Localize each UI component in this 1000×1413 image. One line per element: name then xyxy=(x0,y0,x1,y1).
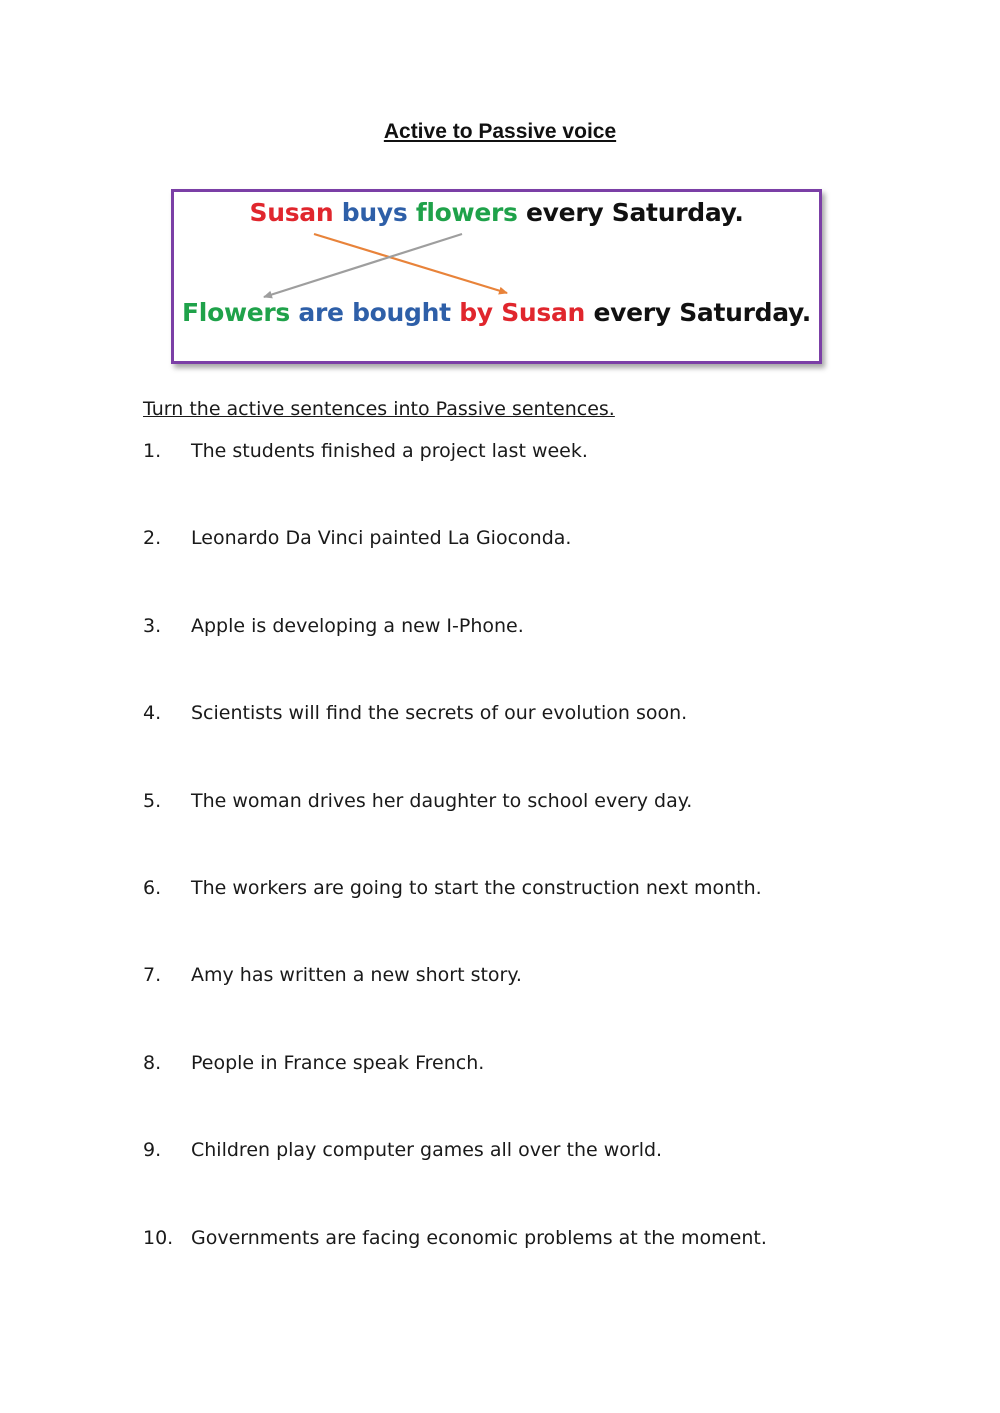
exercise-item xyxy=(143,702,863,789)
exercise-sentence: People in France speak French. xyxy=(191,1051,485,1074)
passive-segment: every Saturday. xyxy=(585,298,811,327)
exercise-number: 6. xyxy=(143,876,162,899)
active-segment: flowers xyxy=(415,198,518,227)
object-to-subject-arrow xyxy=(264,234,462,297)
exercise-number: 3. xyxy=(143,614,162,637)
exercise-item xyxy=(143,964,863,1051)
exercise-number: 10. xyxy=(143,1226,174,1249)
exercise-number: 1. xyxy=(143,440,162,462)
passive-example-sentence xyxy=(174,298,819,327)
exercise-item xyxy=(143,790,863,877)
exercise-item xyxy=(143,1227,863,1314)
exercise-item xyxy=(143,615,863,702)
passive-segment: are bought xyxy=(298,298,451,327)
exercise-number: 8. xyxy=(143,1051,162,1074)
instruction-text: Turn the active sentences into Passive sentences. xyxy=(143,398,615,420)
exercise-sentence: The woman drives her daughter to school every day. xyxy=(191,789,693,812)
exercise-sentence: Children play computer games all over the world. xyxy=(191,1139,663,1162)
exercise-number: 7. xyxy=(143,964,162,987)
exercise-sentence: The workers are going to start the construction next month. xyxy=(191,876,762,899)
exercise-sentence: Governments are facing economic problems at the moment. xyxy=(191,1226,767,1249)
exercise-sentence: Apple is developing a new I-Phone. xyxy=(191,614,524,637)
exercise-sentence: Amy has written a new short story. xyxy=(191,964,522,987)
exercise-item xyxy=(143,527,863,614)
passive-segment: Flowers xyxy=(182,298,291,327)
exercise-number: 9. xyxy=(143,1139,162,1162)
exercise-sentence: Scientists will find the secrets of our evolution soon. xyxy=(191,702,688,725)
exercise-item xyxy=(143,1139,863,1226)
exercise-item xyxy=(143,877,863,964)
exercise-sentence: Leonardo Da Vinci painted La Gioconda. xyxy=(191,527,572,550)
example-box xyxy=(171,189,822,364)
active-segment: Susan xyxy=(249,198,334,227)
exercise-item xyxy=(143,440,863,527)
exercise-item xyxy=(143,1052,863,1139)
exercise-number: 2. xyxy=(143,527,162,550)
exercise-number: 5. xyxy=(143,789,162,812)
exercise-list xyxy=(143,440,863,1314)
passive-segment xyxy=(451,298,459,327)
worksheet-title: Active to Passive voice xyxy=(383,120,617,143)
active-segment: every Saturday. xyxy=(517,198,744,227)
exercise-number: 4. xyxy=(143,702,162,725)
transformation-arrows xyxy=(174,192,825,367)
passive-segment: by Susan xyxy=(459,298,586,327)
exercise-sentence: The students finished a project last week. xyxy=(191,440,588,462)
active-segment: buys xyxy=(341,198,408,227)
subject-to-agent-arrow xyxy=(314,234,507,293)
